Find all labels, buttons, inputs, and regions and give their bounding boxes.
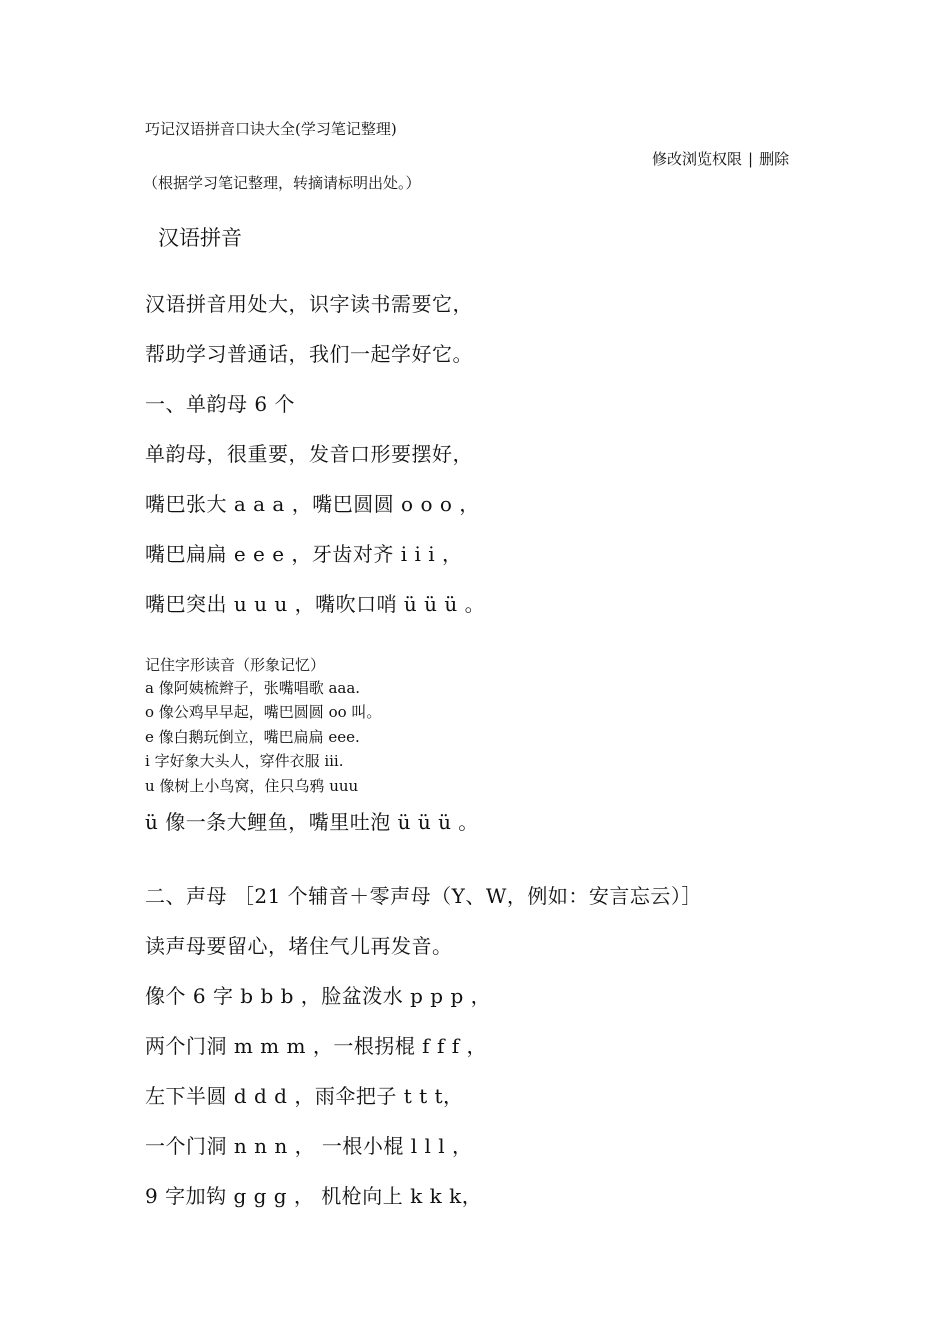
memory-line: e 像白鹅玩倒立，嘴巴扁扁 eee. bbox=[145, 728, 360, 746]
verse-line: ü 像一条大鲤鱼，嘴里吐泡 ü ü ü 。 bbox=[145, 810, 479, 834]
verse-line: 嘴巴突出 u u u ，嘴吹口哨 ü ü ü 。 bbox=[145, 592, 486, 616]
memory-line: o 像公鸡早早起，嘴巴圆圆 oo 叫。 bbox=[145, 703, 382, 721]
intro-line: 汉语拼音用处大，识字读书需要它， bbox=[145, 292, 473, 316]
verse-line: 两个门洞 m m m ，一根拐棍 f f f ， bbox=[145, 1034, 487, 1058]
section-heading: 汉语拼音 bbox=[158, 226, 242, 250]
verse-line: 一个门洞 n n n ， 一根小棍 l l l ， bbox=[145, 1134, 473, 1158]
modify-permission-link[interactable]: 修改浏览权限 bbox=[652, 150, 743, 168]
document-title: 巧记汉语拼音口诀大全(学习笔记整理) bbox=[145, 120, 397, 138]
section1-title: 一、单韵母 6 个 bbox=[145, 392, 295, 416]
verse-line: 9 字加钩 g g g ， 机枪向上 k k k， bbox=[145, 1184, 483, 1208]
section2-title: 二、声母 ［21 个辅音＋零声母（Y、W，例如：安言忘云）］ bbox=[145, 884, 702, 908]
document-actions bbox=[652, 148, 789, 169]
verse-line: 单韵母，很重要，发音口形要摆好， bbox=[145, 442, 473, 466]
memory-line: u 像树上小鸟窝，住只乌鸦 uuu bbox=[145, 777, 359, 795]
verse-line: 左下半圆 d d d ，雨伞把子 t t t， bbox=[145, 1084, 464, 1108]
delete-link[interactable]: 删除 bbox=[759, 150, 790, 168]
verse-line: 读声母要留心，堵住气儿再发音。 bbox=[145, 934, 453, 958]
memory-line: i 字好象大头人，穿件衣服 iii. bbox=[145, 752, 344, 770]
verse-line: 像个 6 字 b b b ，脸盆泼水 p p p ， bbox=[145, 984, 492, 1008]
verse-line: 嘴巴张大 a a a ，嘴巴圆圆 o o o ， bbox=[145, 492, 480, 516]
memory-line: a 像阿姨梳辫子，张嘴唱歌 aaa. bbox=[145, 679, 361, 697]
intro-line: 帮助学习普通话，我们一起学好它。 bbox=[145, 342, 473, 366]
memory-title: 记住字形读音（形象记忆） bbox=[145, 656, 326, 674]
source-note: （根据学习笔记整理，转摘请标明出处。） bbox=[143, 174, 421, 192]
action-separator: | bbox=[748, 150, 754, 168]
verse-line: 嘴巴扁扁 e e e ，牙齿对齐 i i i ， bbox=[145, 542, 463, 566]
